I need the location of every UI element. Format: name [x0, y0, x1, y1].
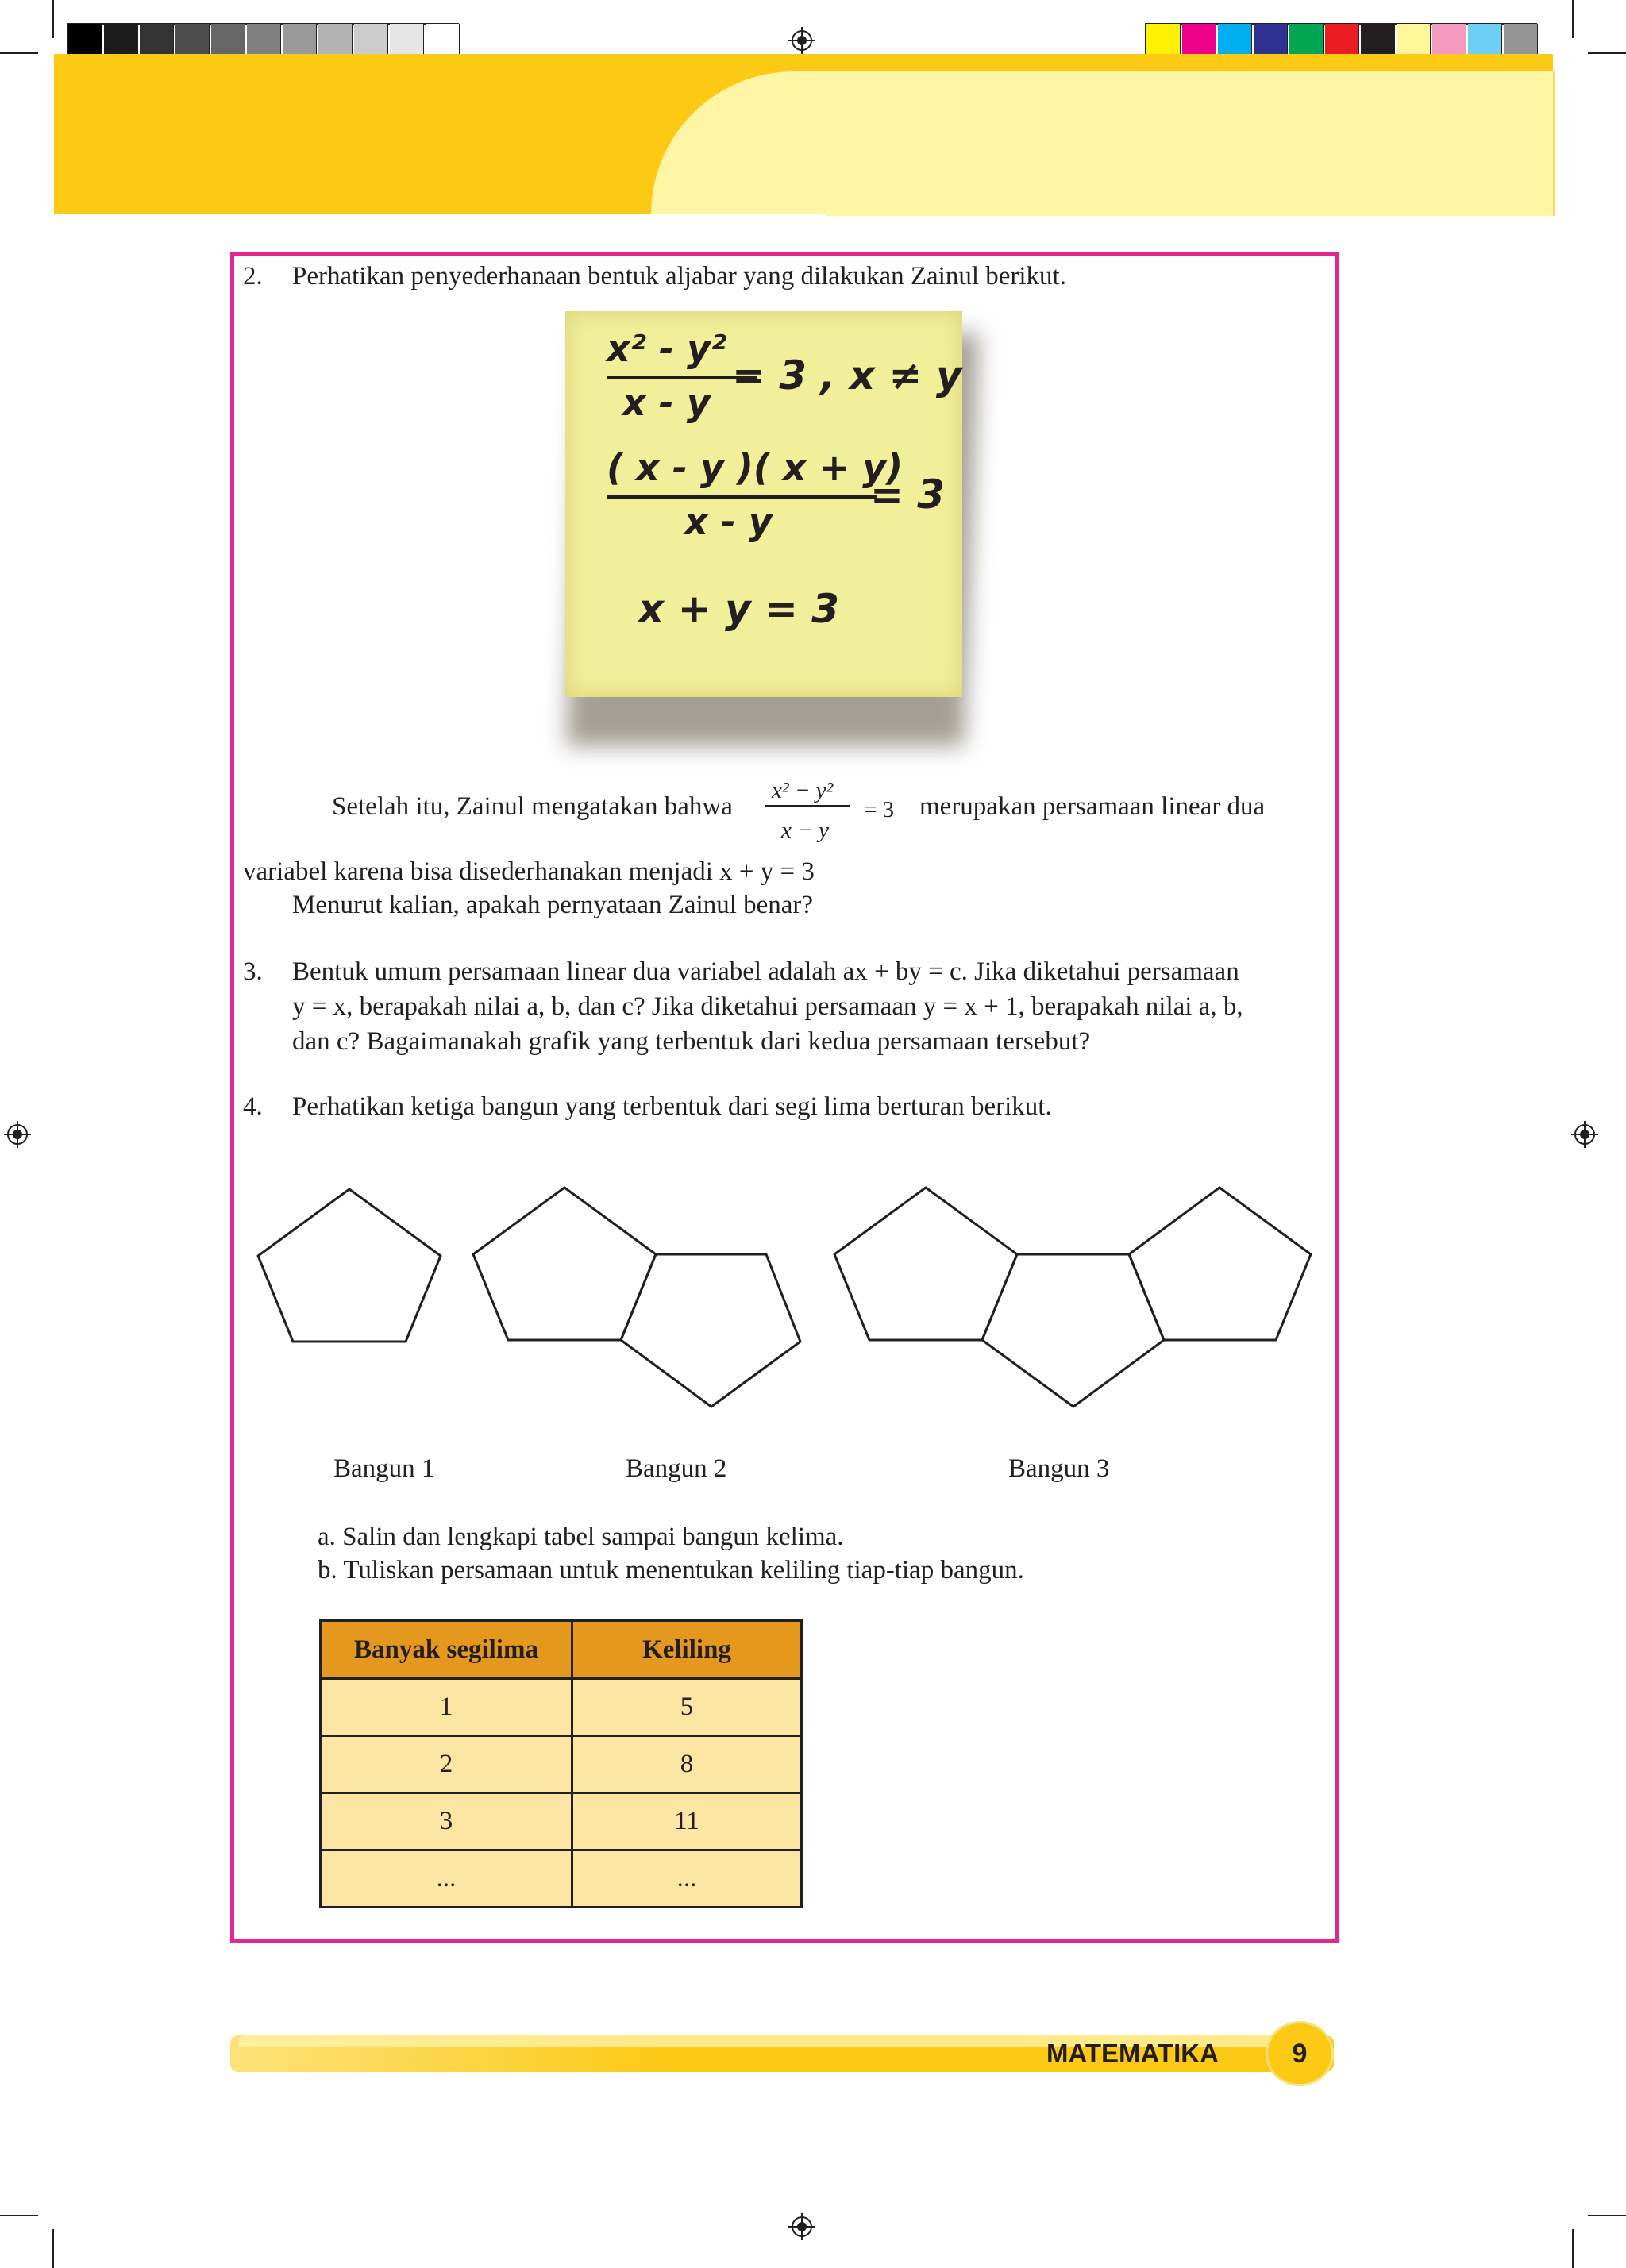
- table-header-cell: Banyak segilima: [321, 1621, 572, 1679]
- pentagon-shape-1: [258, 1189, 441, 1342]
- question-text: Perhatikan ketiga bangun yang terbentuk dari segi lima berturan berikut.: [292, 1092, 1052, 1121]
- inline-fraction-rhs: = 3: [864, 797, 895, 822]
- question-line: Bentuk umum persamaan linear dua variabel adalah ax + by = c. Jika diketahui persamaan: [292, 957, 1239, 986]
- sticky-note: [565, 311, 962, 697]
- page-number: 9: [1292, 2039, 1308, 2069]
- table-row: [321, 1850, 802, 1908]
- table-cell: ...: [572, 1850, 802, 1908]
- header-highlight-curve: [651, 71, 1553, 214]
- shape-label: Bangun 3: [1008, 1454, 1110, 1483]
- question-line: dan c? Bagaimanakah grafik yang terbentuk dari kedua persamaan tersebut?: [292, 1027, 1091, 1056]
- table-cell: 11: [572, 1793, 802, 1850]
- table-row: [321, 1679, 802, 1736]
- question-line: y = x, berapakah nilai a, b, dan c? Jika diketahui persamaan y = x + 1, berapakah nilai a, b,: [292, 992, 1243, 1021]
- table-row: [321, 1736, 802, 1793]
- registration-mark-icon: [1571, 1121, 1598, 1148]
- pentagon-shape-3c: [1129, 1188, 1311, 1340]
- shape-label: Bangun 2: [626, 1454, 727, 1483]
- question-text: Perhatikan penyederhanaan bentuk aljabar yang dilakukan Zainul berikut.: [292, 262, 1066, 291]
- table-cell: 3: [321, 1793, 572, 1850]
- question-number: 3.: [243, 957, 263, 986]
- table-cell: 2: [321, 1736, 572, 1793]
- inline-fraction-denominator: x − y: [781, 818, 829, 843]
- table-cell: 1: [321, 1679, 572, 1736]
- statement-tail: merupakan persamaan linear dua: [919, 792, 1266, 821]
- question-prompt: Menurut kalian, apakah pernyataan Zainul benar?: [292, 891, 814, 919]
- note-fraction-2-denominator: x - y: [684, 500, 773, 543]
- statement-intro: Setelah itu, Zainul mengatakan bahwa: [332, 792, 733, 821]
- note-fraction-bar: [607, 495, 877, 499]
- inline-fraction-bar: [765, 805, 850, 807]
- note-equation-1-rhs: = 3 , x ≠ y: [732, 352, 962, 399]
- registration-mark-icon: [788, 27, 815, 54]
- note-fraction-1-numerator: x² - y²: [607, 327, 727, 370]
- statement-line-2: variabel karena bisa disederhanakan menjadi x + y = 3: [243, 857, 815, 886]
- footer-subject: MATEMATIKA: [1046, 2039, 1219, 2068]
- registration-mark-icon: [788, 2213, 815, 2240]
- pentagon-shape-3a: [834, 1188, 1017, 1340]
- question-number: 4.: [243, 1092, 263, 1121]
- table-header-cell: Keliling: [572, 1621, 802, 1679]
- table-cell: ...: [321, 1850, 572, 1908]
- perimeter-table: [319, 1619, 803, 1908]
- table-header-row: [321, 1621, 802, 1679]
- pentagon-shape-2a: [473, 1188, 656, 1340]
- note-equation-3: x + y = 3: [638, 586, 840, 632]
- task-a: a. Salin dan lengkapi tabel sampai bangun kelima.: [318, 1523, 844, 1551]
- shape-label: Bangun 1: [333, 1454, 435, 1483]
- table-row: [321, 1793, 802, 1850]
- pentagon-figures: [238, 1175, 1334, 1413]
- inline-fraction-numerator: x² − y²: [772, 778, 834, 803]
- registration-mark-icon: [4, 1121, 31, 1148]
- question-number: 2.: [243, 262, 263, 291]
- pentagon-shape-3b: [982, 1254, 1164, 1407]
- table-cell: 8: [572, 1736, 802, 1793]
- pentagon-shape-2b: [621, 1254, 800, 1407]
- note-fraction-1-denominator: x - y: [622, 381, 711, 424]
- note-fraction-2-numerator: ( x - y )( x + y): [607, 446, 904, 489]
- task-b: b. Tuliskan persamaan untuk menentukan keliling tiap-tiap bangun.: [318, 1556, 1024, 1585]
- table-cell: 5: [572, 1679, 802, 1736]
- note-equation-2-rhs: = 3: [870, 472, 946, 518]
